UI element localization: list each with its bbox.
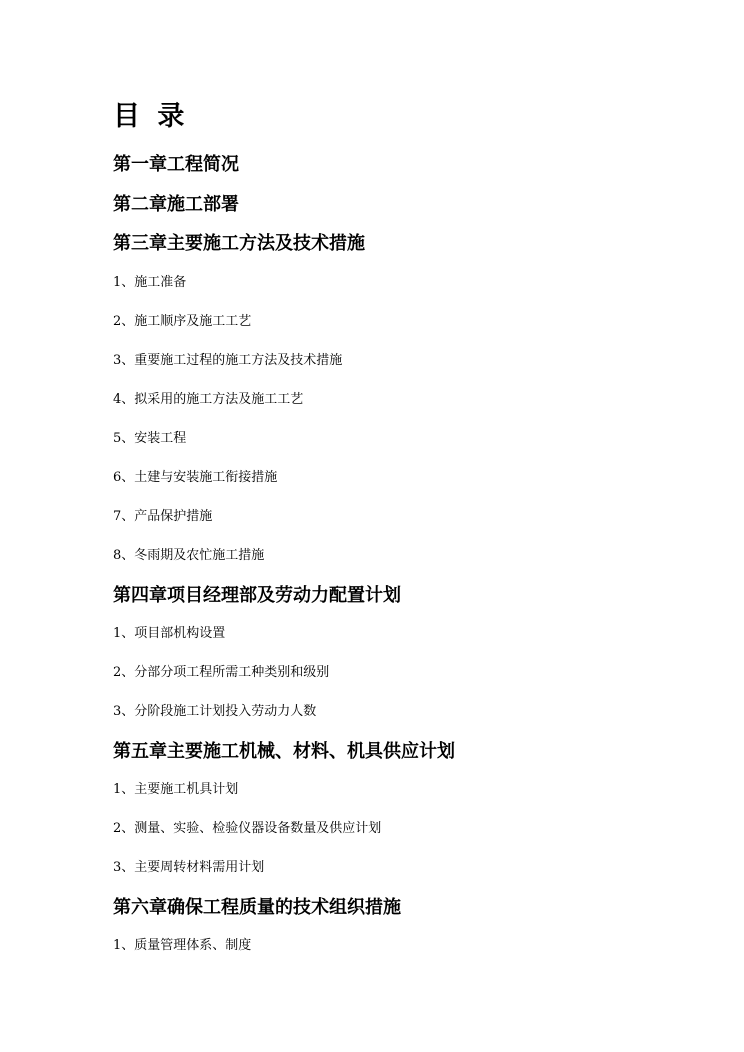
toc-item: 1、施工准备 [113, 275, 187, 290]
toc-item: 2、分部分项工程所需工种类别和级别 [113, 665, 330, 680]
toc-item: 3、主要周转材料需用计划 [113, 860, 265, 875]
toc-item: 3、重要施工过程的施工方法及技术措施 [113, 353, 343, 368]
toc-chapter-3: 第三章主要施工方法及技术措施 [113, 233, 365, 254]
toc-item: 2、施工顺序及施工工艺 [113, 314, 252, 329]
toc-item: 1、项目部机构设置 [113, 626, 226, 641]
toc-item: 6、土建与安装施工衔接措施 [113, 470, 278, 485]
toc-chapter-2: 第二章施工部署 [113, 194, 239, 215]
toc-item: 2、测量、实验、检验仪器设备数量及供应计划 [113, 821, 382, 836]
toc-chapter-4: 第四章项目经理部及劳动力配置计划 [113, 585, 401, 606]
toc-chapter-6: 第六章确保工程质量的技术组织措施 [113, 897, 401, 918]
toc-item: 7、产品保护措施 [113, 509, 213, 524]
toc-title: 目 录 [113, 101, 189, 132]
toc-chapter-1: 第一章工程简况 [113, 154, 239, 175]
toc-chapter-5: 第五章主要施工机械、材料、机具供应计划 [113, 741, 455, 762]
toc-item: 1、主要施工机具计划 [113, 782, 239, 797]
toc-item: 5、安装工程 [113, 431, 187, 446]
toc-item: 3、分阶段施工计划投入劳动力人数 [113, 704, 317, 719]
toc-item: 4、拟采用的施工方法及施工工艺 [113, 392, 304, 407]
toc-item: 1、质量管理体系、制度 [113, 938, 252, 953]
toc-item: 8、冬雨期及农忙施工措施 [113, 548, 265, 563]
